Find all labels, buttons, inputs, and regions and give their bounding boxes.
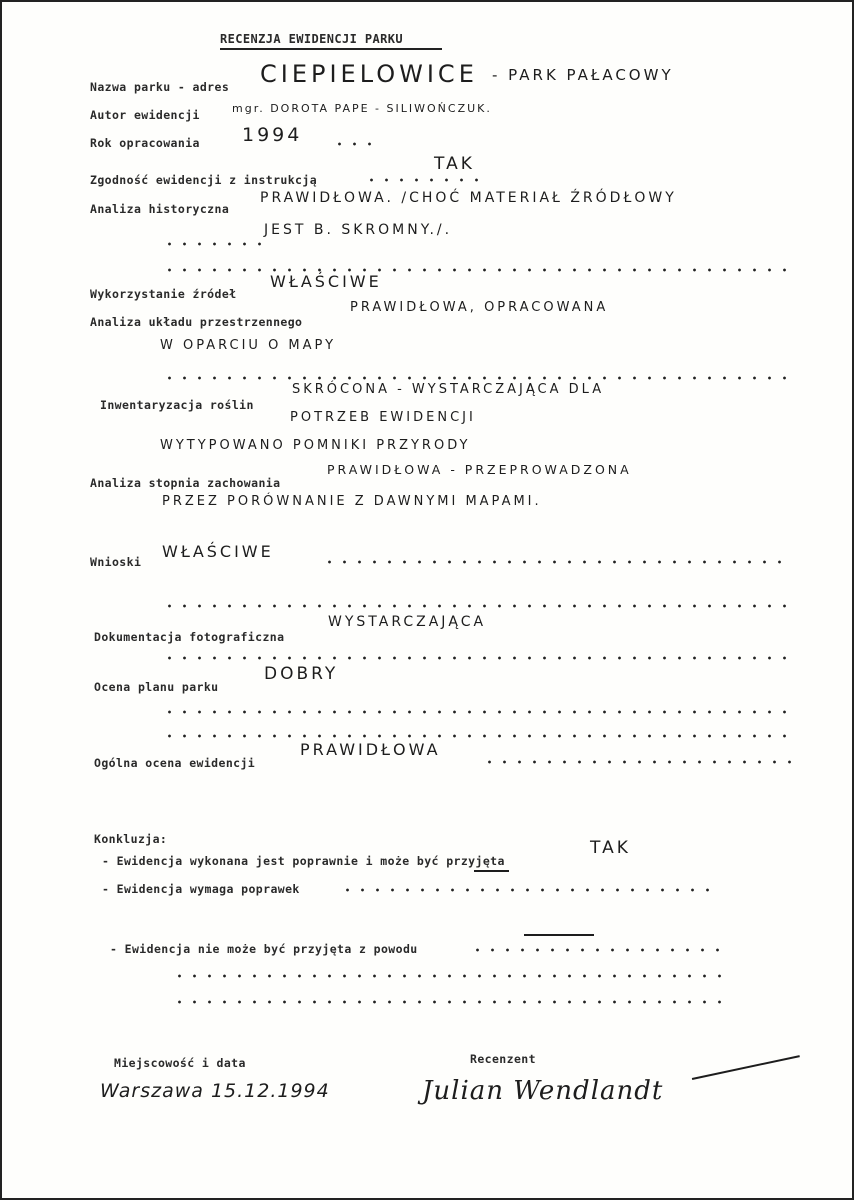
label-author: Autor ewidencji (90, 108, 200, 122)
label-plan-rating: Ocena planu parku (94, 680, 219, 694)
value-spatial-analysis: PRAWIDŁOWA, OPRACOWANA (350, 300, 609, 315)
label-sources: Wykorzystanie źródeł (90, 287, 237, 301)
form-title: RECENZJA EWIDENCJI PARKU (220, 32, 403, 46)
title-underline (220, 48, 442, 50)
label-year: Rok opracowania (90, 136, 200, 150)
label-photo-docs: Dokumentacja fotograficzna (94, 630, 285, 644)
conclusion-answer-accepted: TAK (590, 838, 631, 858)
label-compliance: Zgodność ewidencji z instrukcją (90, 173, 318, 187)
label-conclusion-heading: Konkluzja: (94, 832, 168, 846)
value-historical-analysis: PRAWIDŁOWA. /CHOĆ MATERIAŁ ŹRÓDŁOWY (260, 190, 677, 206)
value-spatial-analysis-line2: W OPARCIU O MAPY (160, 338, 337, 353)
dots-rejected (470, 948, 720, 952)
dots-corrections (340, 888, 720, 892)
label-conclusions: Wnioski (90, 555, 142, 569)
value-reviewer-signature: Julian Wendlandt (422, 1076, 664, 1106)
conclusion-item-corrections: - Ewidencja wymaga poprawek (102, 882, 300, 896)
dots-rejected-line2 (172, 974, 722, 978)
value-preservation-line2: PRZEZ PORÓWNANIE Z DAWNYMI MAPAMI. (162, 494, 542, 509)
value-plant-inventory-line2: POTRZEB EWIDENCJI (290, 410, 476, 425)
label-preservation: Analiza stopnia zachowania (90, 476, 281, 490)
value-sources: WŁAŚCIWE (270, 272, 382, 291)
value-preservation: PRAWIDŁOWA - PRZEPROWADZONA (327, 462, 632, 477)
underline-byc (474, 870, 509, 872)
label-place-date: Miejscowość i data (114, 1056, 246, 1070)
dots-hist-line3 (162, 268, 792, 272)
value-plant-inventory-line3: WYTYPOWANO POMNIKI PRZYRODY (160, 438, 471, 453)
value-plant-inventory: SKRÓCONA - WYSTARCZAJĄCA DLA (292, 382, 605, 397)
dots-conclusions (322, 560, 792, 564)
dots-year (332, 142, 377, 146)
value-park-type: - PARK PAŁACOWY (492, 66, 674, 84)
value-park-name: CIEPIELOWICE (260, 60, 478, 88)
value-photo-docs: WYSTARCZAJĄCA (328, 614, 487, 630)
dots-hist-line2 (162, 242, 262, 246)
value-plan-rating: DOBRY (264, 664, 339, 684)
dots-conclusions-line2 (162, 604, 792, 608)
value-historical-analysis-line2: JEST B. SKROMNY./. (264, 222, 453, 238)
value-conclusions: WŁAŚCIWE (162, 542, 274, 561)
dots-plan-line3 (162, 734, 792, 738)
signature-tail (692, 1055, 800, 1079)
value-author: mgr. DOROTA PAPE - SILIWOŃCZUK. (232, 102, 492, 115)
label-reviewer: Recenzent (470, 1052, 536, 1066)
value-overall-rating: PRAWIDŁOWA (300, 740, 441, 759)
value-year: 1994 (242, 124, 303, 146)
dots-plan-line2 (162, 710, 792, 714)
label-historical-analysis: Analiza historyczna (90, 202, 230, 216)
dots-rejected-line3 (172, 1000, 722, 1004)
conclusion-item-rejected: - Ewidencja nie może być przyjęta z powodu (110, 942, 418, 956)
value-compliance: TAK (434, 154, 475, 174)
label-plant-inventory: Inwentaryzacja roślin (100, 398, 254, 412)
label-park-name: Nazwa parku - adres (90, 80, 230, 94)
label-spatial-analysis: Analiza układu przestrzennego (90, 315, 303, 329)
dots-compliance (364, 178, 484, 182)
dots-overall (482, 760, 792, 764)
value-place-date: Warszawa 15.12.1994 (100, 1080, 330, 1102)
dots-photo-line2 (162, 656, 792, 660)
label-overall-rating: Ogólna ocena ewidencji (94, 756, 256, 770)
dots-spatial-line3 (162, 376, 792, 380)
conclusion-item-accepted: - Ewidencja wykonana jest poprawnie i może być przyjęta (102, 854, 505, 868)
dash-stroke (524, 934, 594, 936)
